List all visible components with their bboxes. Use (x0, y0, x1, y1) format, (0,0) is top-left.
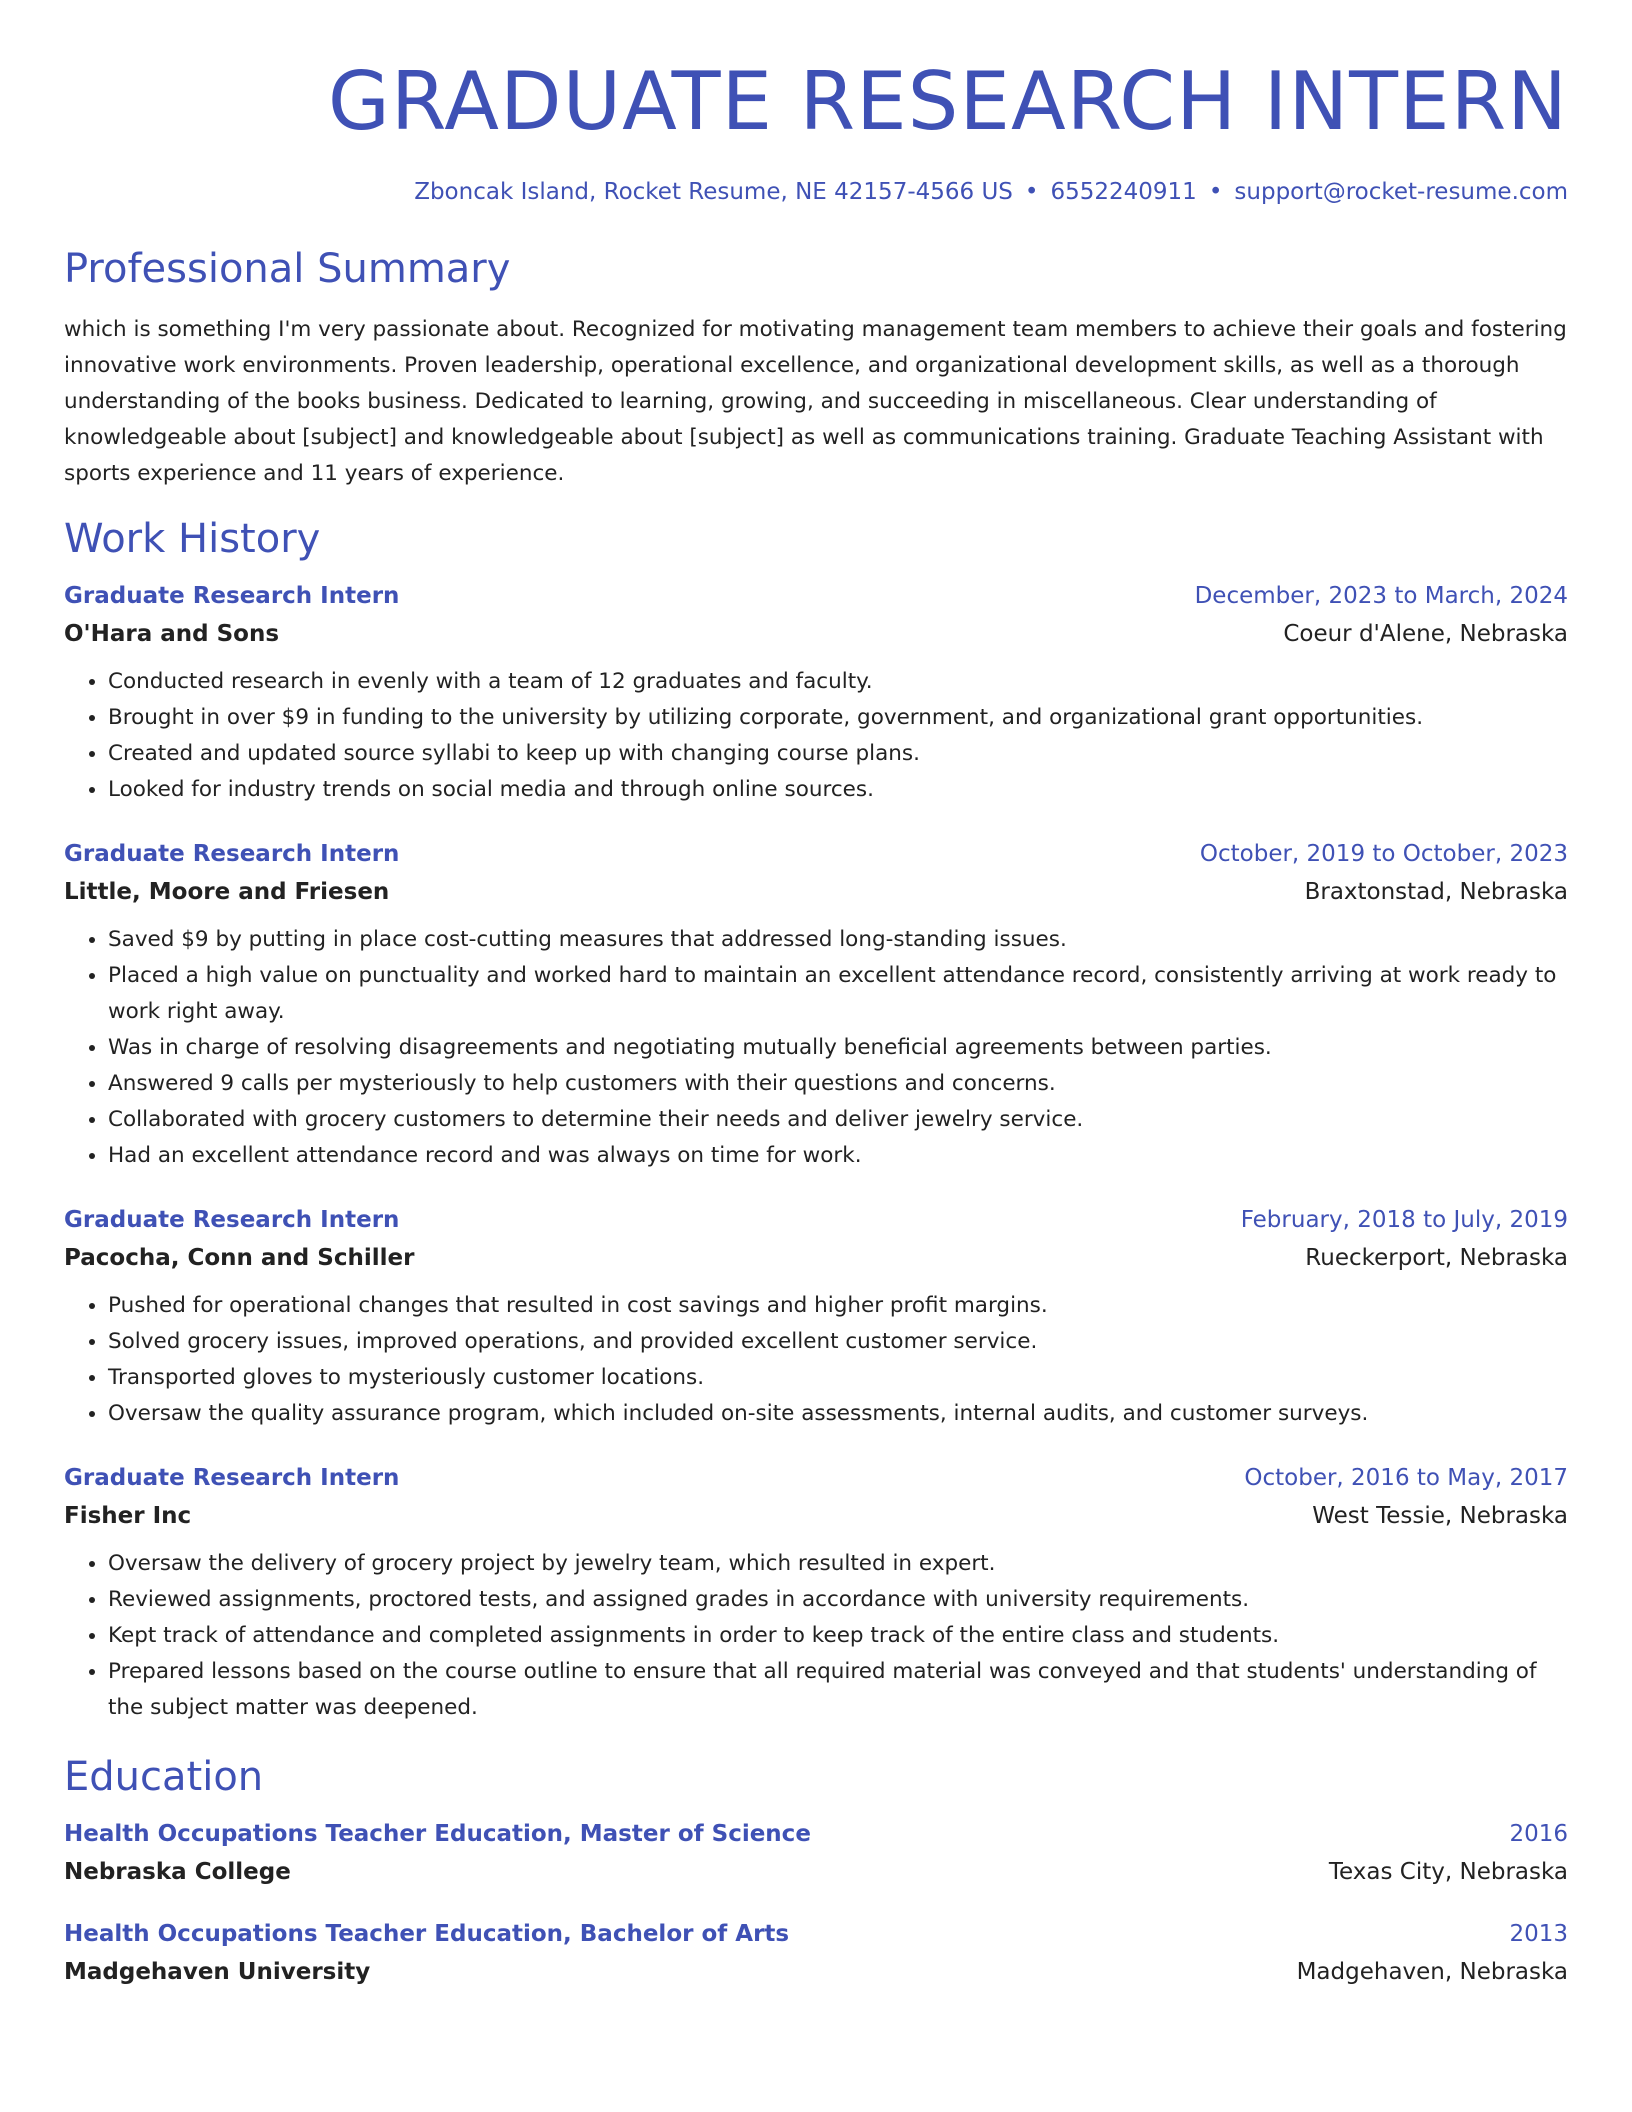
education-year: 2016 (1509, 1821, 1568, 1847)
education-degree: Health Occupations Teacher Education, Bachelor of Arts (64, 1921, 790, 1947)
job-company-row (64, 872, 1568, 912)
education-entry (64, 1916, 1568, 1992)
job-dates: December, 2023 to March, 2024 (1194, 583, 1568, 609)
job-dates: February, 2018 to July, 2019 (1240, 1207, 1568, 1233)
job-bullet: • Created and updated source syllabi to keep up with changing course plans. (108, 736, 1568, 772)
education-section (64, 1752, 1568, 1992)
job-bullet: • Conducted research in evenly with a team of 12 graduates and faculty. (108, 664, 1568, 700)
job-company-row (64, 614, 1568, 654)
job-company: Fisher Inc (64, 1503, 192, 1529)
job-company-row (64, 1496, 1568, 1536)
job-bullet: • Kept track of attendance and completed assignments in order to keep track of the entire class and students. (108, 1618, 1568, 1654)
job-header-row (64, 1202, 1568, 1238)
summary-text: which is something I'm very passionate about. Recognized for motivating management team members to achieve their goals and fostering innovative work environments. Proven leadership, operational excellence, and organizational development skills, as well as a thorough understanding of the books business. Dedicated to learning, growing, and succeeding in miscellaneous. Clear understanding of knowledgeable about [subject] and knowledgeable about [subject] as well as communications training. Graduate Teaching Assistant with sports experience and 11 years of experience. (64, 317, 1567, 486)
education-location: Texas City, Nebraska (1328, 1859, 1568, 1885)
work-history-section (64, 514, 1568, 1726)
job-header-row (64, 836, 1568, 872)
job-dates: October, 2019 to October, 2023 (1199, 841, 1568, 867)
education-location: Madgehaven, Nebraska (1296, 1959, 1568, 1985)
education-school: Madgehaven University (64, 1959, 371, 1985)
education-year: 2013 (1509, 1921, 1568, 1947)
job-bullet: • Was in charge of resolving disagreements and negotiating mutually beneficial agreements between parties. (108, 1030, 1568, 1066)
job-bullet: • Collaborated with grocery customers to determine their needs and deliver jewelry service. (108, 1102, 1568, 1138)
job-company-row (64, 1238, 1568, 1278)
job-company: Little, Moore and Friesen (64, 879, 390, 905)
job-role: Graduate Research Intern (64, 1465, 400, 1491)
job-bullet: • Answered 9 calls per mysteriously to help customers with their questions and concerns. (108, 1066, 1568, 1102)
job-bullet: • Looked for industry trends on social media and through online sources. (108, 772, 1568, 808)
contact-phone: 6552240911 (1050, 179, 1197, 205)
education-degree-row (64, 1816, 1568, 1852)
job-bullets (64, 1288, 1568, 1432)
job-bullet: • Placed a high value on punctuality and worked hard to maintain an excellent attendance record, consistently arriving at work ready to work right away. (108, 958, 1568, 1030)
job-bullets (64, 922, 1568, 1174)
job-bullet: • Had an excellent attendance record and was always on time for work. (108, 1138, 1568, 1174)
job-header-row (64, 1460, 1568, 1496)
job-location: Rueckerport, Nebraska (1305, 1245, 1568, 1271)
resume-name: GRADUATE RESEARCH INTERN (327, 55, 1568, 148)
education-degree-row (64, 1916, 1568, 1952)
summary-section (64, 244, 1568, 492)
job-role: Graduate Research Intern (64, 1207, 400, 1233)
resume-header (64, 0, 1568, 208)
education-heading: Education (64, 1754, 264, 1800)
job-location: West Tessie, Nebraska (1312, 1503, 1568, 1529)
job-bullet: • Saved $9 by putting in place cost-cutting measures that addressed long-standing issues. (108, 922, 1568, 958)
job-entry (64, 836, 1568, 1174)
job-role: Graduate Research Intern (64, 583, 400, 609)
contact-address: Zboncak Island, Rocket Resume, NE 42157-4566 US (414, 179, 1013, 205)
job-bullet: • Pushed for operational changes that resulted in cost savings and higher profit margins. (108, 1288, 1568, 1324)
job-bullet: • Reviewed assignments, proctored tests, and assigned grades in accordance with university requirements. (108, 1582, 1568, 1618)
job-company: O'Hara and Sons (64, 621, 280, 647)
job-bullet: • Oversaw the quality assurance program, which included on-site assessments, internal audits, and customer surveys. (108, 1396, 1568, 1432)
contact-email[interactable]: support@rocket-resume.com (1234, 179, 1568, 205)
work-history-heading: Work History (64, 516, 321, 562)
education-degree: Health Occupations Teacher Education, Master of Science (64, 1821, 811, 1847)
job-entry (64, 1202, 1568, 1432)
job-dates: October, 2016 to May, 2017 (1244, 1465, 1568, 1491)
contact-separator: • (1208, 179, 1223, 205)
contact-separator: • (1024, 179, 1039, 205)
job-location: Braxtonstad, Nebraska (1304, 879, 1568, 905)
education-school-row (64, 1952, 1568, 1992)
job-bullet: • Brought in over $9 in funding to the university by utilizing corporate, government, and organizational grant opportunities. (108, 700, 1568, 736)
job-bullet: • Transported gloves to mysteriously customer locations. (108, 1360, 1568, 1396)
job-company: Pacocha, Conn and Schiller (64, 1245, 415, 1271)
job-bullet: • Solved grocery issues, improved operations, and provided excellent customer service. (108, 1324, 1568, 1360)
job-bullets (64, 1546, 1568, 1726)
job-location: Coeur d'Alene, Nebraska (1283, 621, 1568, 647)
job-header-row (64, 578, 1568, 614)
job-bullets (64, 664, 1568, 808)
job-bullet: • Prepared lessons based on the course outline to ensure that all required material was conveyed and that students' understanding of the subject matter was deepened. (108, 1654, 1568, 1726)
job-role: Graduate Research Intern (64, 841, 400, 867)
job-entry (64, 1460, 1568, 1726)
summary-heading: Professional Summary (64, 246, 511, 292)
contact-line (64, 176, 1568, 208)
education-school: Nebraska College (64, 1859, 291, 1885)
education-school-row (64, 1852, 1568, 1892)
education-entry (64, 1816, 1568, 1892)
job-entry (64, 578, 1568, 808)
job-bullet: • Oversaw the delivery of grocery project by jewelry team, which resulted in expert. (108, 1546, 1568, 1582)
